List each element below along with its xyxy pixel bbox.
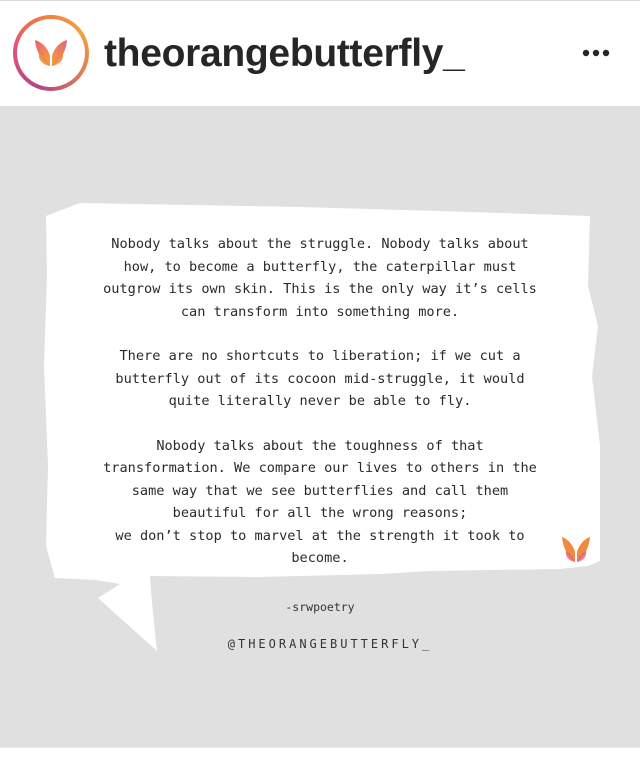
post-header — [0, 1, 640, 105]
poem-text — [66, 233, 574, 570]
bottom-divider — [0, 747, 640, 761]
avatar-inner — [17, 19, 85, 87]
username[interactable]: theorangebutterfly_ — [104, 32, 465, 75]
poem-paragraph: Nobody talks about the toughness of that transformation. We compare our lives to others in the same way that we see butterflies and call them beautiful for all the wrong reasons; we don’t stop to marvel at the strength it took to become. — [103, 437, 537, 566]
avatar[interactable] — [13, 15, 89, 91]
poem-signature: -srwpoetry — [285, 600, 355, 614]
butterfly-icon — [559, 532, 593, 566]
more-options-icon[interactable] — [578, 43, 614, 63]
poem-paragraph: There are no shortcuts to liberation; if we cut a butterfly out of its cocoon mid-struggle, it would quite literally never be able to fly. — [115, 348, 525, 409]
post-image[interactable] — [0, 106, 640, 747]
butterfly-logo-icon — [30, 32, 72, 74]
account-handle: @THEORANGEBUTTERFLY_ — [227, 637, 433, 651]
poem-paragraph: Nobody talks about the struggle. Nobody talks about how, to become a butterfly, the caterpillar must outgrow its own skin. This is the only way it’s cells can transform into something more. — [103, 236, 537, 320]
